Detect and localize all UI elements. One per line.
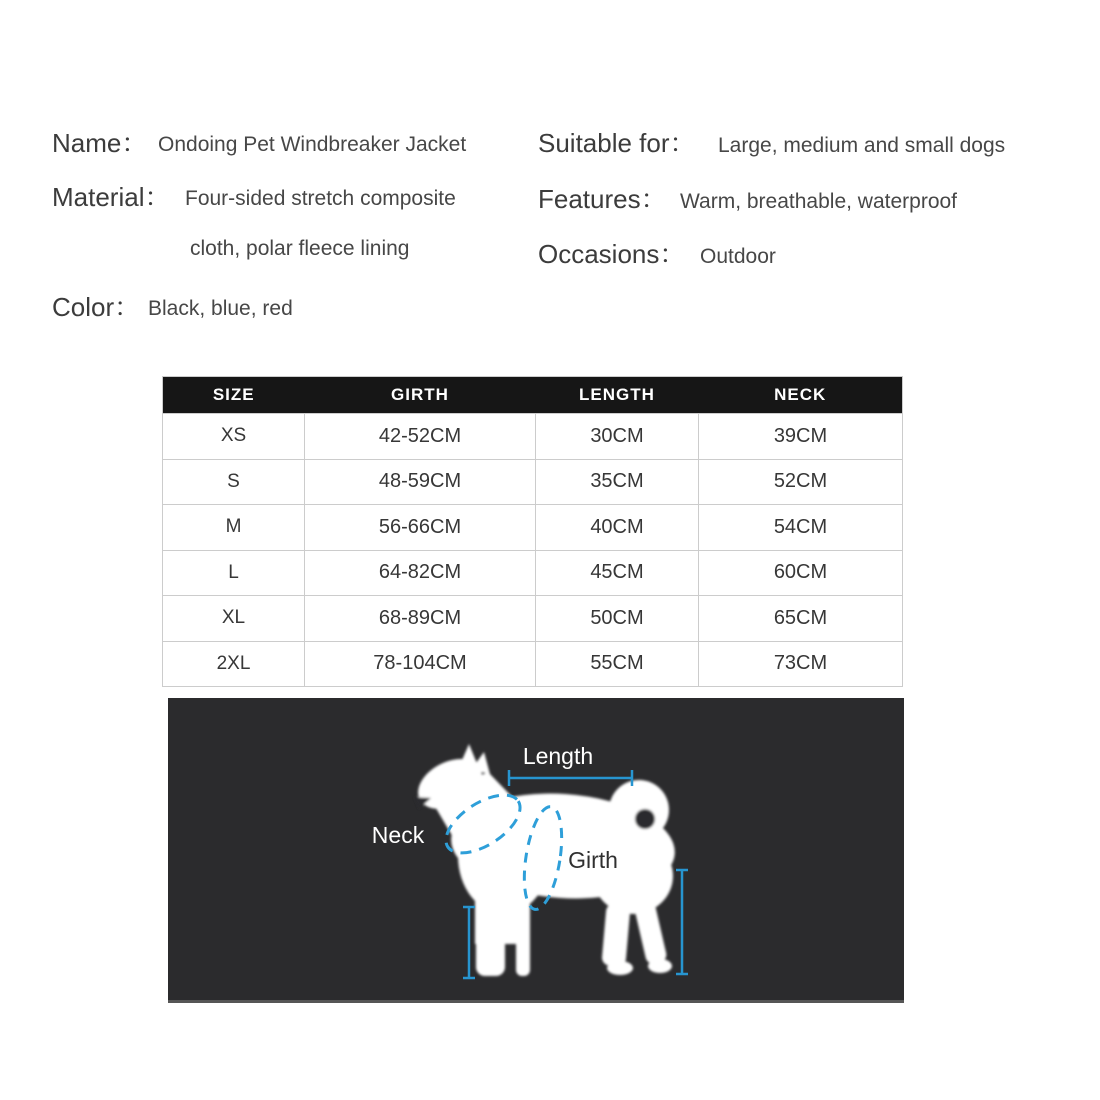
hind-leg-measure-line xyxy=(676,870,688,974)
table-cell: 73CM xyxy=(699,641,903,687)
table-cell: 42-52CM xyxy=(305,414,536,460)
color-label: Color： xyxy=(52,292,141,322)
suitable-label: Suitable for： xyxy=(538,128,696,158)
measurement-diagram xyxy=(168,698,904,1003)
name-label: Name： xyxy=(52,128,148,158)
suitable-value: Large, medium and small dogs xyxy=(718,134,1006,157)
table-cell: 40CM xyxy=(536,505,699,551)
features-value: Warm, breathable, waterproof xyxy=(680,190,958,213)
table-cell: 52CM xyxy=(699,459,903,505)
occasions-value: Outdoor xyxy=(700,245,776,268)
length-label: Length xyxy=(522,743,594,769)
material-label: Material： xyxy=(52,182,171,212)
table-header-girth: GIRTH xyxy=(305,377,536,414)
table-cell: 55CM xyxy=(536,641,699,687)
table-cell: S xyxy=(163,459,305,505)
table-cell: 65CM xyxy=(699,596,903,642)
table-cell: XS xyxy=(163,414,305,460)
table-cell: XL xyxy=(163,596,305,642)
material-value-line2: cloth, polar fleece lining xyxy=(190,237,410,260)
table-cell: L xyxy=(163,550,305,596)
table-cell: 48-59CM xyxy=(305,459,536,505)
dog-measurement-svg xyxy=(168,698,904,1000)
name-value: Ondoing Pet Windbreaker Jacket xyxy=(158,133,467,156)
table-row xyxy=(163,641,903,687)
table-header-row xyxy=(163,377,903,414)
color-value: Black, blue, red xyxy=(148,297,293,320)
table-header-length: LENGTH xyxy=(536,377,699,414)
length-measure-line xyxy=(509,770,632,786)
table-cell: 68-89CM xyxy=(305,596,536,642)
material-value-line1: Four-sided stretch composite xyxy=(185,187,456,210)
table-row xyxy=(163,596,903,642)
table-cell: 39CM xyxy=(699,414,903,460)
table-row xyxy=(163,550,903,596)
table-cell: 54CM xyxy=(699,505,903,551)
table-cell: 60CM xyxy=(699,550,903,596)
table-cell: 78-104CM xyxy=(305,641,536,687)
table-cell: M xyxy=(163,505,305,551)
front-leg-measure-line xyxy=(463,907,475,978)
table-header-size: SIZE xyxy=(163,377,305,414)
table-row xyxy=(163,459,903,505)
table-cell: 56-66CM xyxy=(305,505,536,551)
table-row xyxy=(163,505,903,551)
table-row xyxy=(163,414,903,460)
table-cell: 30CM xyxy=(536,414,699,460)
table-header-neck: NECK xyxy=(699,377,903,414)
occasions-label: Occasions： xyxy=(538,239,686,269)
table-cell: 2XL xyxy=(163,641,305,687)
table-cell: 45CM xyxy=(536,550,699,596)
neck-label: Neck xyxy=(371,822,425,848)
table-cell: 64-82CM xyxy=(305,550,536,596)
table-cell: 50CM xyxy=(536,596,699,642)
table-cell: 35CM xyxy=(536,459,699,505)
features-label: Features： xyxy=(538,184,667,214)
size-table xyxy=(162,376,903,687)
girth-label: Girth xyxy=(568,847,618,873)
